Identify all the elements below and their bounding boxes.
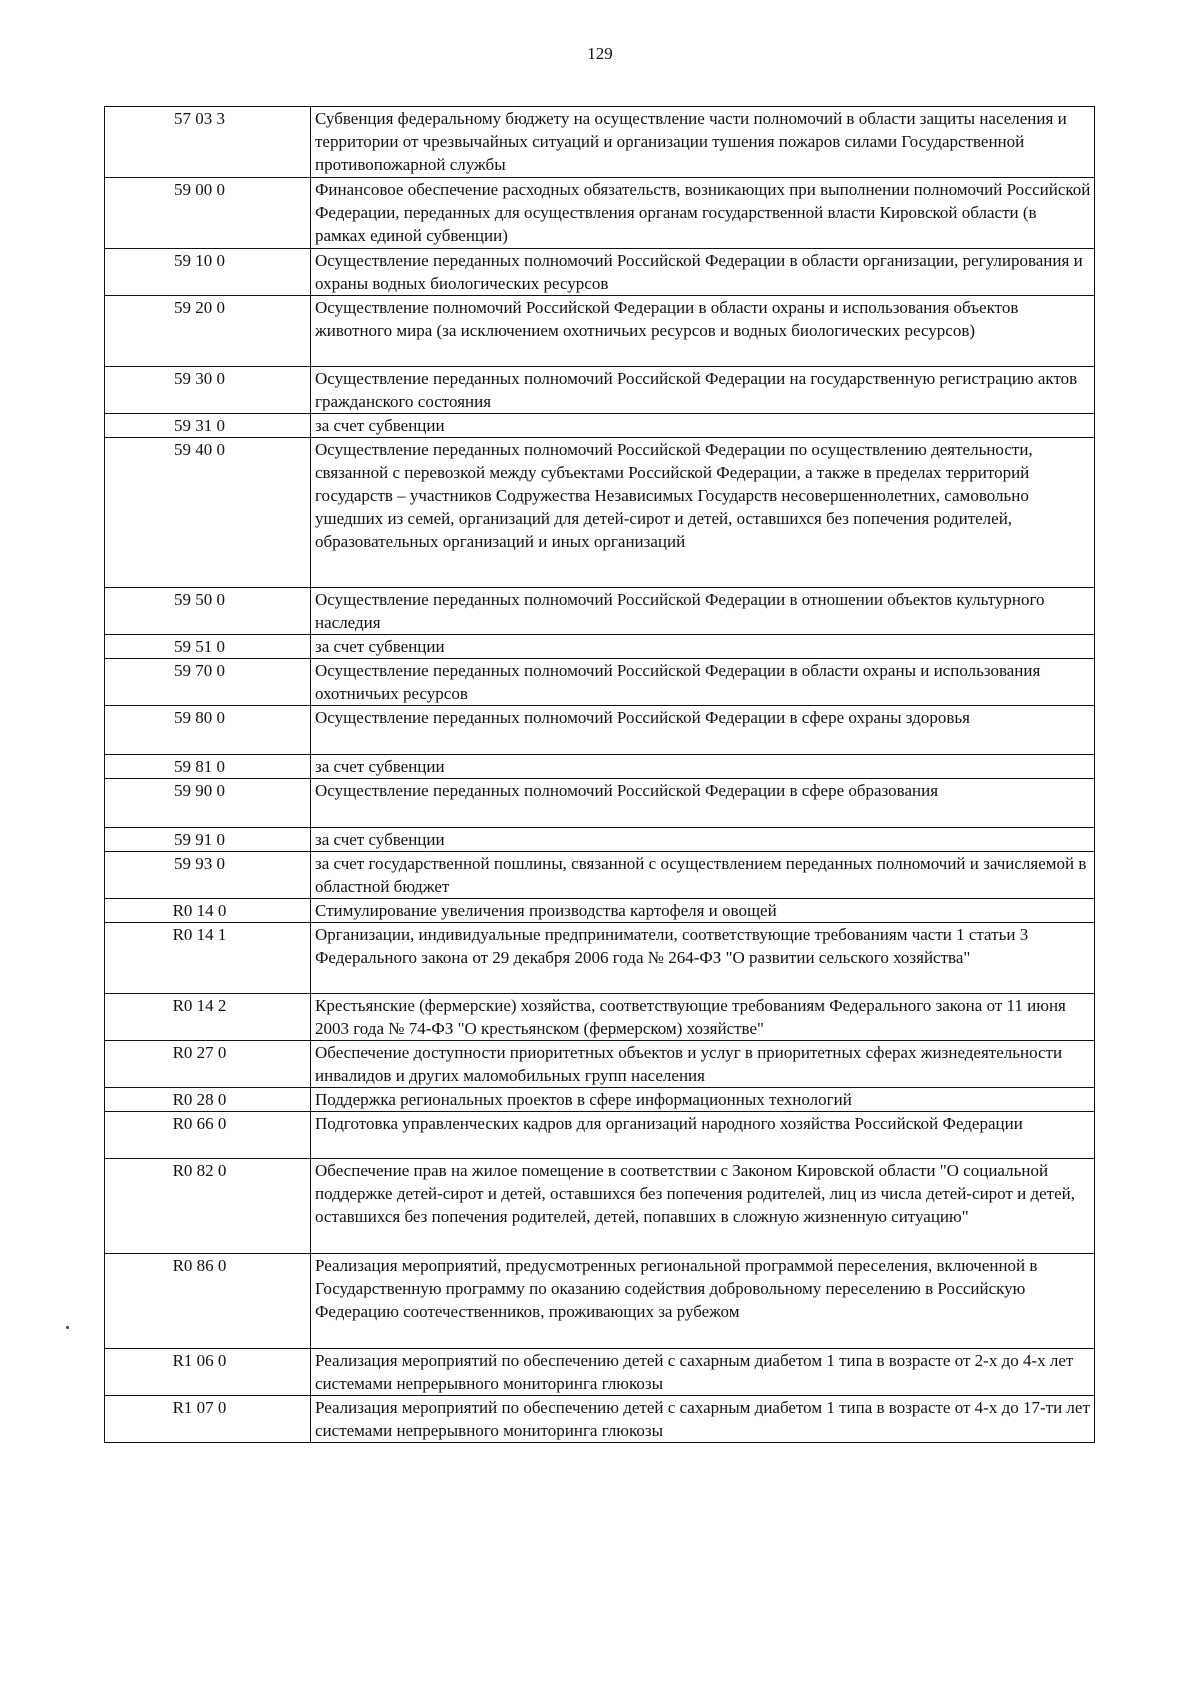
table-row — [105, 1396, 1095, 1443]
table-row — [105, 635, 1095, 659]
description-cell: Крестьянские (фермерские) хозяйства, соответствующие требованиям Федерального закона от 11 июня 2003 года № 74-ФЗ "О крестьянском (фермерском) хозяйстве" — [311, 994, 1095, 1041]
code-cell: R0 14 1 — [105, 923, 311, 994]
page-number: 129 — [587, 44, 613, 63]
table-row — [105, 852, 1095, 899]
code-cell: 59 00 0 — [105, 178, 311, 249]
description-cell: за счет государственной пошлины, связанной с осуществлением переданных полномочий и зачисляемой в областной бюджет — [311, 852, 1095, 899]
code-cell: R0 86 0 — [105, 1254, 311, 1349]
table-row — [105, 1254, 1095, 1349]
table-row — [105, 1349, 1095, 1396]
code-cell: R0 14 0 — [105, 899, 311, 923]
table-row — [105, 107, 1095, 178]
code-cell: R0 82 0 — [105, 1159, 311, 1254]
code-cell: 59 10 0 — [105, 249, 311, 296]
table-row — [105, 923, 1095, 994]
table-row — [105, 828, 1095, 852]
description-cell: Подготовка управленческих кадров для организаций народного хозяйства Российской Федерации — [311, 1112, 1095, 1159]
code-cell: 59 30 0 — [105, 367, 311, 414]
description-cell: Осуществление переданных полномочий Российской Федерации в области организации, регулирования и охраны водных биологических ресурсов — [311, 249, 1095, 296]
code-cell: 59 91 0 — [105, 828, 311, 852]
description-cell: Организации, индивидуальные предприниматели, соответствующие требованиям части 1 статьи 3 Федерального закона от 29 декабря 2006 года № 264-ФЗ "О развитии сельского хозяйства" — [311, 923, 1095, 994]
description-cell: Осуществление переданных полномочий Российской Федерации по осуществлению деятельности, связанной с перевозкой между субъектами Российской Федерации, а также в пределах территорий государств – участников Содружества Независимых Государств несовершеннолетних, самовольно ушедших из семей, организаций для детей-сирот и детей, оставшихся без попечения родителей, образовательных организаций и иных организаций — [311, 438, 1095, 588]
description-cell: Финансовое обеспечение расходных обязательств, возникающих при выполнении полномочий Российской Федерации, переданных для осуществления органам государственной власти Кировской области (в рамках единой субвенции) — [311, 178, 1095, 249]
code-cell: 59 40 0 — [105, 438, 311, 588]
table-row — [105, 755, 1095, 779]
code-cell: R1 07 0 — [105, 1396, 311, 1443]
table-row — [105, 779, 1095, 828]
description-cell: Обеспечение доступности приоритетных объектов и услуг в приоритетных сферах жизнедеятельности инвалидов и других маломобильных групп населения — [311, 1041, 1095, 1088]
table-row — [105, 367, 1095, 414]
description-cell: Поддержка региональных проектов в сфере информационных технологий — [311, 1088, 1095, 1112]
description-cell: за счет субвенции — [311, 828, 1095, 852]
code-cell: 59 90 0 — [105, 779, 311, 828]
code-cell: R0 14 2 — [105, 994, 311, 1041]
code-cell: 59 93 0 — [105, 852, 311, 899]
code-cell: 59 81 0 — [105, 755, 311, 779]
description-cell: Реализация мероприятий по обеспечению детей с сахарным диабетом 1 типа в возрасте от 2-х до 4-х лет системами непрерывного мониторинга глюкозы — [311, 1349, 1095, 1396]
table-row — [105, 296, 1095, 367]
code-cell: 59 50 0 — [105, 588, 311, 635]
table-row — [105, 438, 1095, 588]
description-cell: Осуществление переданных полномочий Российской Федерации в отношении объектов культурного наследия — [311, 588, 1095, 635]
table-row — [105, 1088, 1095, 1112]
code-cell: R0 66 0 — [105, 1112, 311, 1159]
table-row — [105, 414, 1095, 438]
description-cell: Осуществление переданных полномочий Российской Федерации в области охраны и использования охотничьих ресурсов — [311, 659, 1095, 706]
code-cell: R1 06 0 — [105, 1349, 311, 1396]
code-cell: 59 51 0 — [105, 635, 311, 659]
table-row — [105, 1041, 1095, 1088]
code-cell: 57 03 3 — [105, 107, 311, 178]
table-row — [105, 588, 1095, 635]
table-row — [105, 659, 1095, 706]
description-cell: Осуществление переданных полномочий Российской Федерации в сфере охраны здоровья — [311, 706, 1095, 755]
table-row — [105, 1112, 1095, 1159]
table-row — [105, 706, 1095, 755]
code-cell: R0 27 0 — [105, 1041, 311, 1088]
code-cell: 59 31 0 — [105, 414, 311, 438]
code-cell: 59 80 0 — [105, 706, 311, 755]
description-cell: Реализация мероприятий, предусмотренных региональной программой переселения, включенной в Государственную программу по оказанию содействия добровольному переселению в Российскую Федерацию соотечественников, проживающих за рубежом — [311, 1254, 1095, 1349]
code-cell: 59 70 0 — [105, 659, 311, 706]
table-row — [105, 899, 1095, 923]
code-cell: R0 28 0 — [105, 1088, 311, 1112]
description-cell: Осуществление полномочий Российской Федерации в области охраны и использования объектов животного мира (за исключением охотничьих ресурсов и водных биологических ресурсов) — [311, 296, 1095, 367]
description-cell: за счет субвенции — [311, 635, 1095, 659]
table-row — [105, 994, 1095, 1041]
description-cell: за счет субвенции — [311, 414, 1095, 438]
table-row — [105, 249, 1095, 296]
description-cell: Осуществление переданных полномочий Российской Федерации в сфере образования — [311, 779, 1095, 828]
scan-speck — [66, 1326, 69, 1329]
table-row — [105, 1159, 1095, 1254]
description-cell: Реализация мероприятий по обеспечению детей с сахарным диабетом 1 типа в возрасте от 4-х до 17-ти лет системами непрерывного мониторинга глюкозы — [311, 1396, 1095, 1443]
description-cell: за счет субвенции — [311, 755, 1095, 779]
description-cell: Обеспечение прав на жилое помещение в соответствии с Законом Кировской области "О социальной поддержке детей-сирот и детей, оставшихся без попечения родителей, лиц из числа детей-сирот и детей, оставшихся без попечения родителей, детей, попавших в сложную жизненную ситуацию" — [311, 1159, 1095, 1254]
description-cell: Субвенция федеральному бюджету на осуществление части полномочий в области защиты населения и территории от чрезвычайных ситуаций и организации тушения пожаров силами Государственной противопожарной службы — [311, 107, 1095, 178]
code-cell: 59 20 0 — [105, 296, 311, 367]
budget-code-table — [104, 106, 1095, 1443]
description-cell: Осуществление переданных полномочий Российской Федерации на государственную регистрацию актов гражданского состояния — [311, 367, 1095, 414]
table-row — [105, 178, 1095, 249]
description-cell: Стимулирование увеличения производства картофеля и овощей — [311, 899, 1095, 923]
